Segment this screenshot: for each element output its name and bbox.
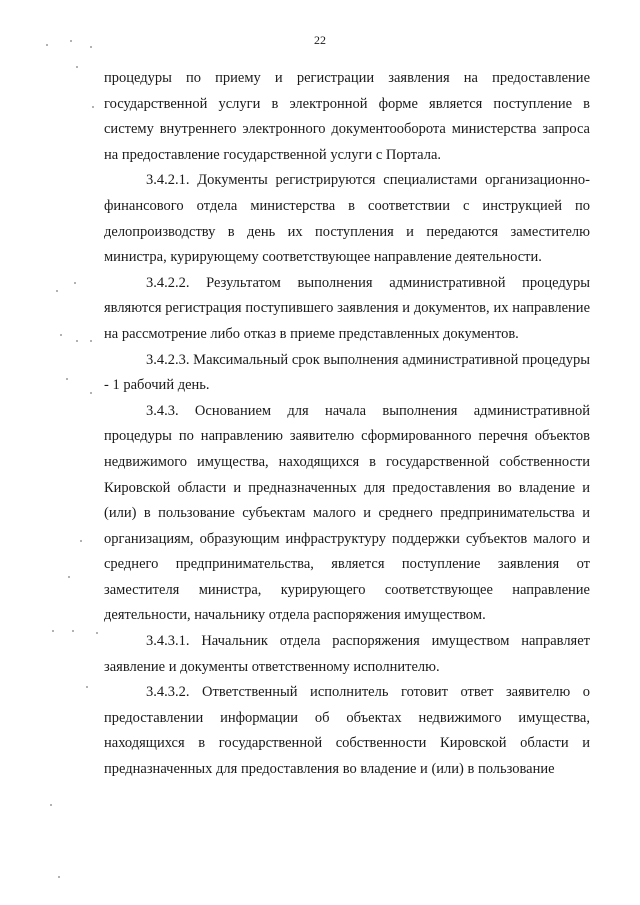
scan-speck: [90, 392, 92, 394]
scan-speck: [66, 378, 68, 380]
scan-speck: [52, 630, 54, 632]
scan-speck: [58, 876, 60, 878]
page-number: 22: [314, 33, 326, 47]
paragraph-3-4-3-1: 3.4.3.1. Начальник отдела распоряжения имуществом направляет заявление и документы ответственному исполнителю.: [104, 633, 590, 675]
scan-speck: [96, 632, 98, 634]
scan-speck: [92, 106, 94, 108]
scan-speck: [60, 334, 62, 336]
scan-speck: [74, 282, 76, 284]
paragraph-3-4-3-2: 3.4.3.2. Ответственный исполнитель готовит ответ заявителю о предоставлении информации об объектах недвижимого имущества, находящихся в государственной собственности Кировской области и предназначенных для предоставления во владение и (или) в пользование: [104, 684, 590, 778]
document-body: [104, 66, 590, 783]
paragraph-continuation: процедуры по приему и регистрации заявления на предоставление государственной услуги в электронной форме является поступление в систему внутреннего электронного документооборота министерства запроса на предоставление государственной услуги с Портала.: [104, 70, 590, 163]
scan-speck: [70, 40, 72, 42]
paragraph-3-4-3: 3.4.3. Основанием для начала выполнения административной процедуры по направлению заявителю сформированного перечня объектов недвижимого имущества, находящихся в государственной собственности Кировской области и предназначенных для предоставления во владение и (или) в пользование субъектам малого и среднего предпринимательства и организациям, образующим инфраструктуру поддержки субъектов малого и среднего предпринимательства, является поступление заявления от заместителя министра, курирующего соответствующее направление деятельности, начальнику отдела распоряжения имуществом.: [104, 402, 590, 624]
scan-speck: [56, 290, 58, 292]
scan-speck: [46, 44, 48, 46]
scan-speck: [90, 46, 92, 48]
paragraph-3-4-2-3: 3.4.2.3. Максимальный срок выполнения административной процедуры - 1 рабочий день.: [104, 351, 590, 394]
paragraph-3-4-2-1: 3.4.2.1. Документы регистрируются специалистами организационно-финансового отдела министерства в соответствии с инструкцией по делопроизводству в день их поступления и передаются заместителю министра, курирующему соответствующее направление деятельности.: [104, 172, 590, 266]
scan-speck: [76, 66, 78, 68]
scan-speck: [50, 804, 52, 806]
scan-speck: [68, 576, 70, 578]
scan-speck: [76, 340, 78, 342]
scan-speck: [90, 340, 92, 342]
scan-speck: [80, 540, 82, 542]
paragraph-3-4-2-2: 3.4.2.2. Результатом выполнения административной процедуры являются регистрация поступившего заявления и документов, их направление на рассмотрение либо отказ в приеме представленных документов.: [104, 274, 590, 342]
scan-speck: [72, 630, 74, 632]
scan-speck: [86, 686, 88, 688]
